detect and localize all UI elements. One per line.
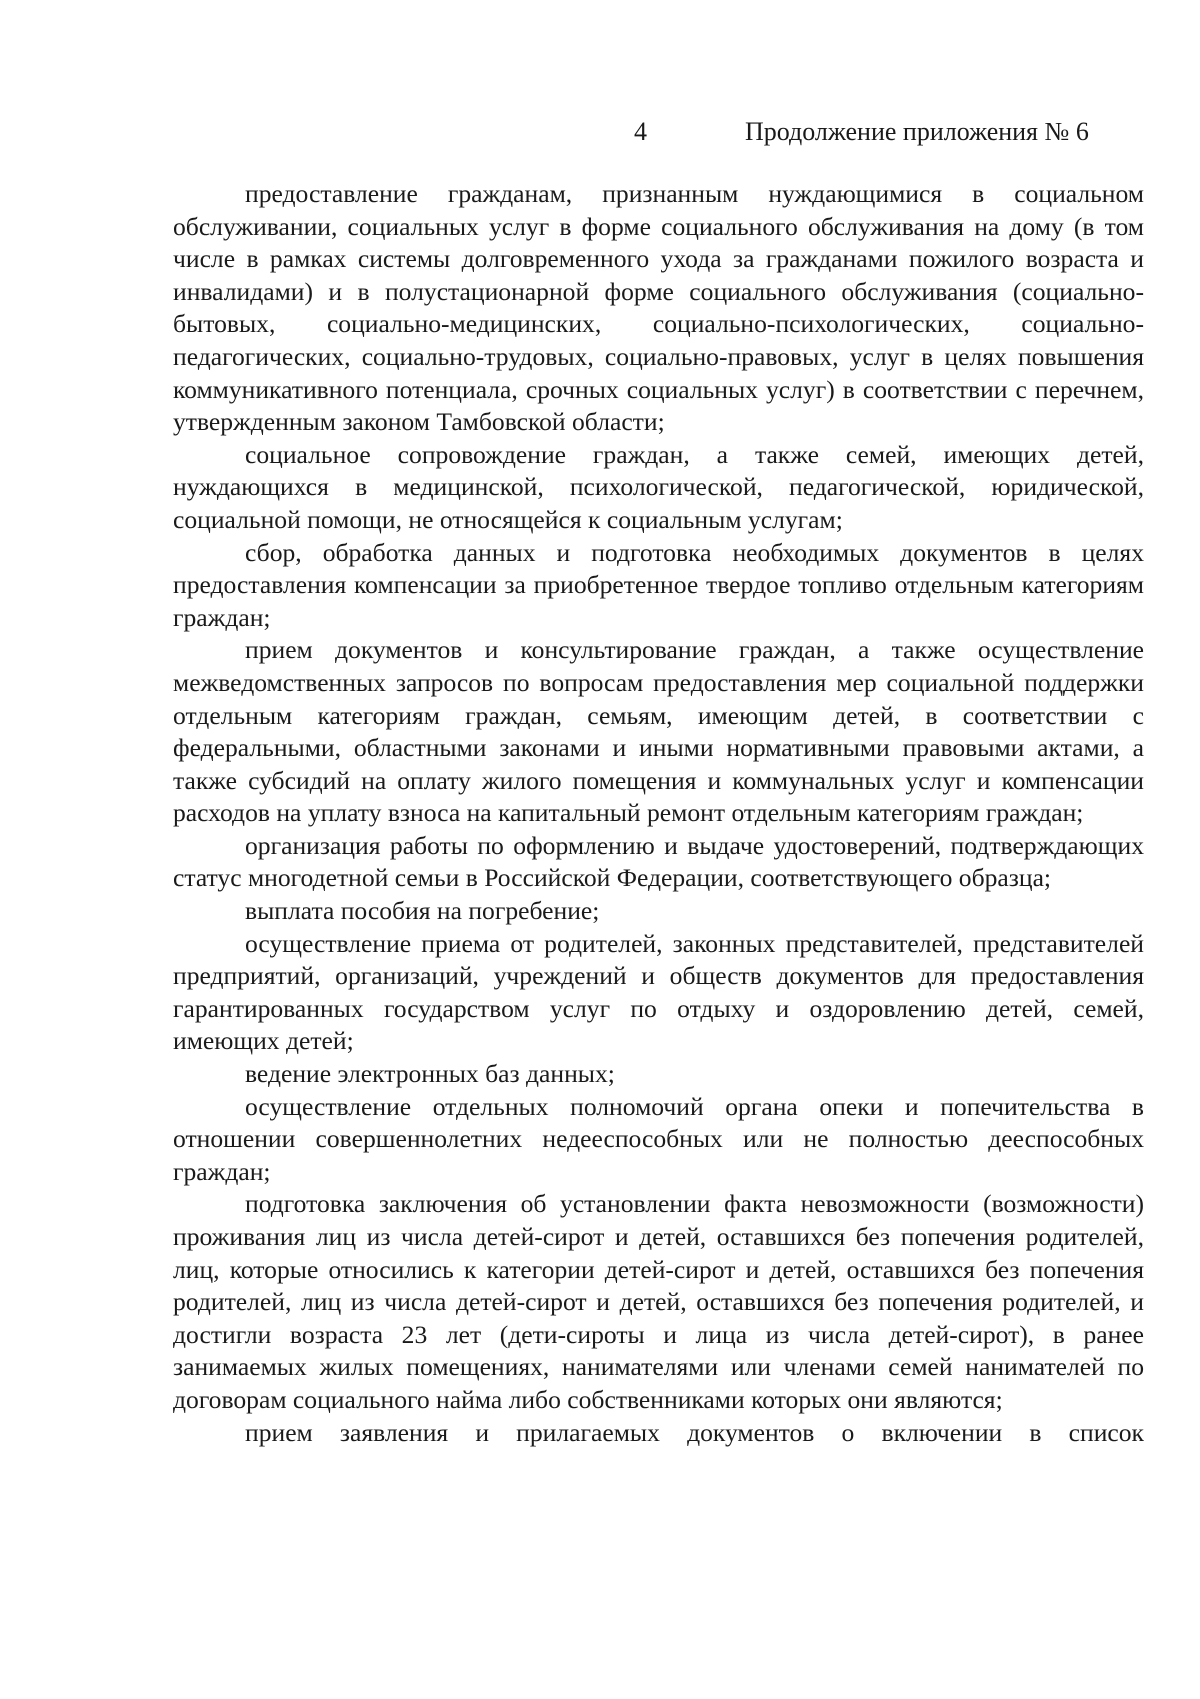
paragraph: осуществление отдельных полномочий органа опеки и попечительства в отношении совершеннолетних недееспособных или не полностью дееспособных граждан; (173, 1091, 1144, 1186)
paragraph: предоставление гражданам, признанным нуждающимися в социальном обслуживании, социальных услуг в форме социального обслуживания на дому (в том числе в рамках системы долговременного ухода за гражданами пожилого возраста и инвалидами) и в полустационарной форме социального обслуживания (социально-бытовых, социально-медицинских, социально-психологических, социально-педагогических, социально-трудовых, социально-правовых, услуг в целях повышения коммуникативного потенциала, срочных социальных услуг) в соответствии с перечнем, утвержденным законом Тамбовской области; (173, 179, 1144, 437)
appendix-continuation-title: Продолжение приложения № 6 (745, 117, 1089, 146)
paragraph: социальное сопровождение граждан, а также семей, имеющих детей, нуждающихся в медицинской, психологической, педагогической, юридической, социальной помощи, не относящейся к социальным услугам; (173, 439, 1144, 534)
paragraph: прием заявления и прилагаемых документов о включении в список (245, 1417, 1144, 1447)
paragraph: сбор, обработка данных и подготовка необходимых документов в целях предоставления компенсации за приобретенное твердое топливо отдельным категориям граждан; (173, 537, 1144, 632)
paragraph: осуществление приема от родителей, законных представителей, представителей предприятий, организаций, учреждений и обществ документов для предоставления гарантированных государством услуг по отдыху и оздоровлению детей, семей, имеющих детей; (173, 928, 1144, 1056)
paragraph: прием документов и консультирование граждан, а также осуществление межведомственных запросов по вопросам предоставления мер социальной поддержки отдельным категориям граждан, семьям, имеющим детей, в соответствии с федеральными, областными законами и иными нормативными правовыми актами, а также субсидий на оплату жилого помещения и коммунальных услуг и компенсации расходов на уплату взноса на капитальный ремонт отдельным категориям граждан; (173, 635, 1144, 828)
paragraph: выплата пособия на погребение; (245, 896, 600, 926)
paragraph: организация работы по оформлению и выдаче удостоверений, подтверждающих статус многодетной семьи в Российской Федерации, соответствующего образца; (173, 830, 1144, 893)
document-body (173, 178, 1144, 1449)
page-number: 4 (634, 117, 647, 146)
page-header (0, 112, 1200, 152)
paragraph: подготовка заключения об установлении факта невозможности (возможности) проживания лиц из числа детей-сирот и детей, оставшихся без попечения родителей, лиц, которые относились к категории детей-сирот и детей, оставшихся без попечения родителей, лиц из числа детей-сирот и детей, оставшихся без попечения родителей, и достигли возраста 23 лет (дети-сироты и лица из числа детей-сирот), в ранее занимаемых жилых помещениях, нанимателями или членами семей нанимателей по договорам социального найма либо собственниками которых они являются; (173, 1189, 1144, 1414)
paragraph: ведение электронных баз данных; (245, 1059, 615, 1089)
